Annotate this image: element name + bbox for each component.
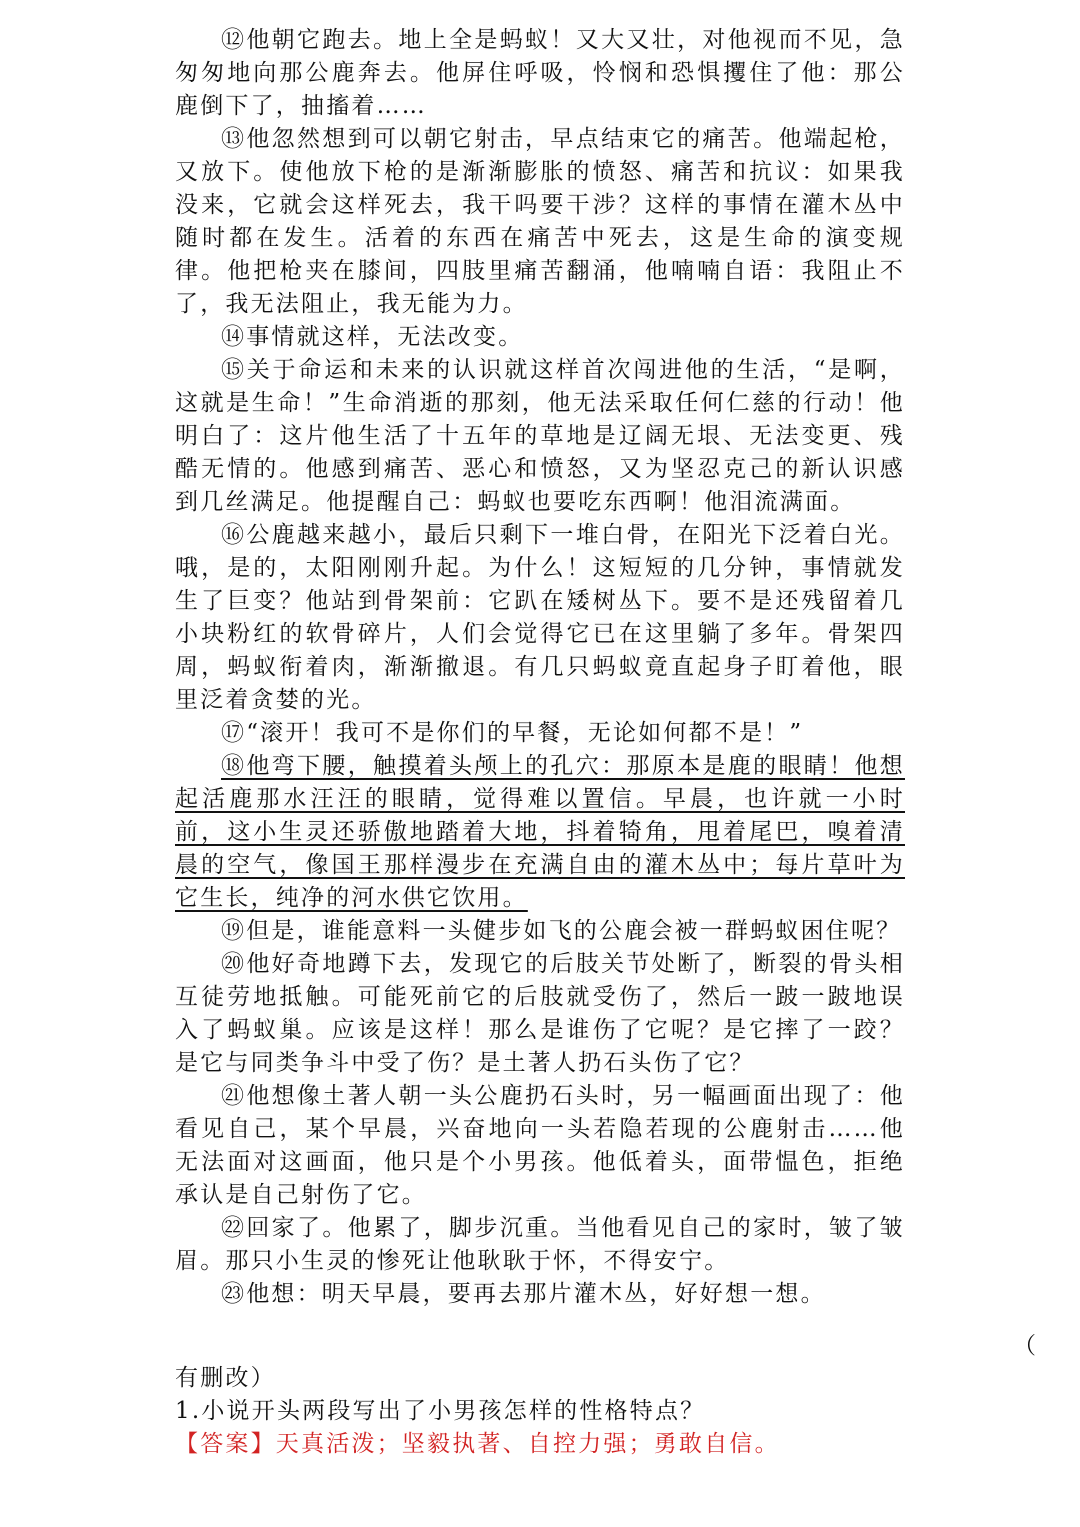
paragraph-13: ⑬他忽然想到可以朝它射击，早点结束它的痛苦。他端起枪，又放下。使他放下枪的是渐渐膨胀的愤怒、痛苦和抗议：如果我没来，它就会这样死去，我干吗要干涉？这样的事情在灌木丛中随时都在发生。活着的东西在痛苦中死去，这是生命的演变规律。他把枪夹在膝间，四肢里痛苦翻涌，他喃喃自语：我阻止不了，我无法阻止，我无能为力。 bbox=[175, 126, 905, 317]
story-text bbox=[175, 24, 905, 1311]
paragraph-21: ㉑他想像土著人朝一头公鹿扔石头时，另一幅画面出现了：他看见自己，某个早晨，兴奋地向一头若隐若现的公鹿射击……他无法面对这画面，他只是个小男孩。他低着头，面带愠色，拒绝承认是自己射伤了它。 bbox=[175, 1083, 905, 1208]
paragraph-22: ㉒回家了。他累了，脚步沉重。当他看见自己的家时，皱了皱眉。那只小生灵的惨死让他耿耿于怀，不得安宁。 bbox=[175, 1215, 905, 1274]
paragraph-17: ⑰“滚开！我可不是你们的早餐，无论如何都不是！” bbox=[221, 720, 804, 746]
paragraph-23: ㉓他想：明天早晨，要再去那片灌木丛，好好想一想。 bbox=[221, 1281, 826, 1307]
paragraph-16: ⑯公鹿越来越小，最后只剩下一堆白骨，在阳光下泛着白光。哦，是的，太阳刚刚升起。为什么！这短短的几分钟，事情就发生了巨变？他站到骨架前：它趴在矮树丛下。要不是还残留着几小块粉红的软骨碎片，人们会觉得它已在这里躺了多年。骨架四周，蚂蚁衔着肉，渐渐撤退。有几只蚂蚁竟直起身子盯着他，眼里泛着贪婪的光。 bbox=[175, 522, 905, 713]
paragraph-20: ⑳他好奇地蹲下去，发现它的后肢关节处断了，断裂的骨头相互徒劳地抵触。可能死前它的后肢就受伤了，然后一跛一跛地误入了蚂蚁巢。应该是这样！那么是谁伤了它呢？是它摔了一跤？是它与同类争斗中受了伤？是土著人扔石头伤了它？ bbox=[175, 951, 905, 1076]
paragraph-15: ⑮关于命运和未来的认识就这样首次闯进他的生活，“是啊，这就是生命！”生命消逝的那刻，他无法采取任何仁慈的行动！他明白了：这片他生活了十五年的草地是辽阔无垠、无法变更、残酷无情的。他感到痛苦、恶心和愤怒，又为坚忍克己的新认识感到几丝满足。他提醒自己：蚂蚁也要吃东西啊！他泪流满面。 bbox=[175, 357, 905, 515]
source-note-open-paren: （ bbox=[1013, 1333, 1036, 1359]
question-1: 1.小说开头两段写出了小男孩怎样的性格特点？ bbox=[175, 1398, 706, 1424]
paragraph-19: ⑲但是，谁能意料一头健步如飞的公鹿会被一群蚂蚁困住呢？ bbox=[221, 918, 902, 944]
paragraph-18-underlined: ⑱他弯下腰，触摸着头颅上的孔穴：那原本是鹿的眼睛！他想起活鹿那水汪汪的眼睛，觉得难以置信。早晨，也许就一小时前，这小生灵还骄傲地踏着大地，抖着犄角，甩着尾巴，嗅着清晨的空气，像国王那样漫步在充满自由的灌木丛中；每片草叶为它生长，纯净的河水供它饮用。 bbox=[175, 753, 905, 911]
answer-1: 【答案】天真活泼；坚毅执著、自控力强；勇敢自信。 bbox=[175, 1431, 780, 1457]
source-note: 有删改） bbox=[175, 1365, 276, 1391]
paragraph-14: ⑭事情就这样，无法改变。 bbox=[221, 324, 524, 350]
paragraph-12: ⑫他朝它跑去。地上全是蚂蚁！又大又壮，对他视而不见，急匆匆地向那公鹿奔去。他屏住呼吸，怜悯和恐惧攫住了他：那公鹿倒下了，抽搐着…… bbox=[175, 27, 905, 119]
